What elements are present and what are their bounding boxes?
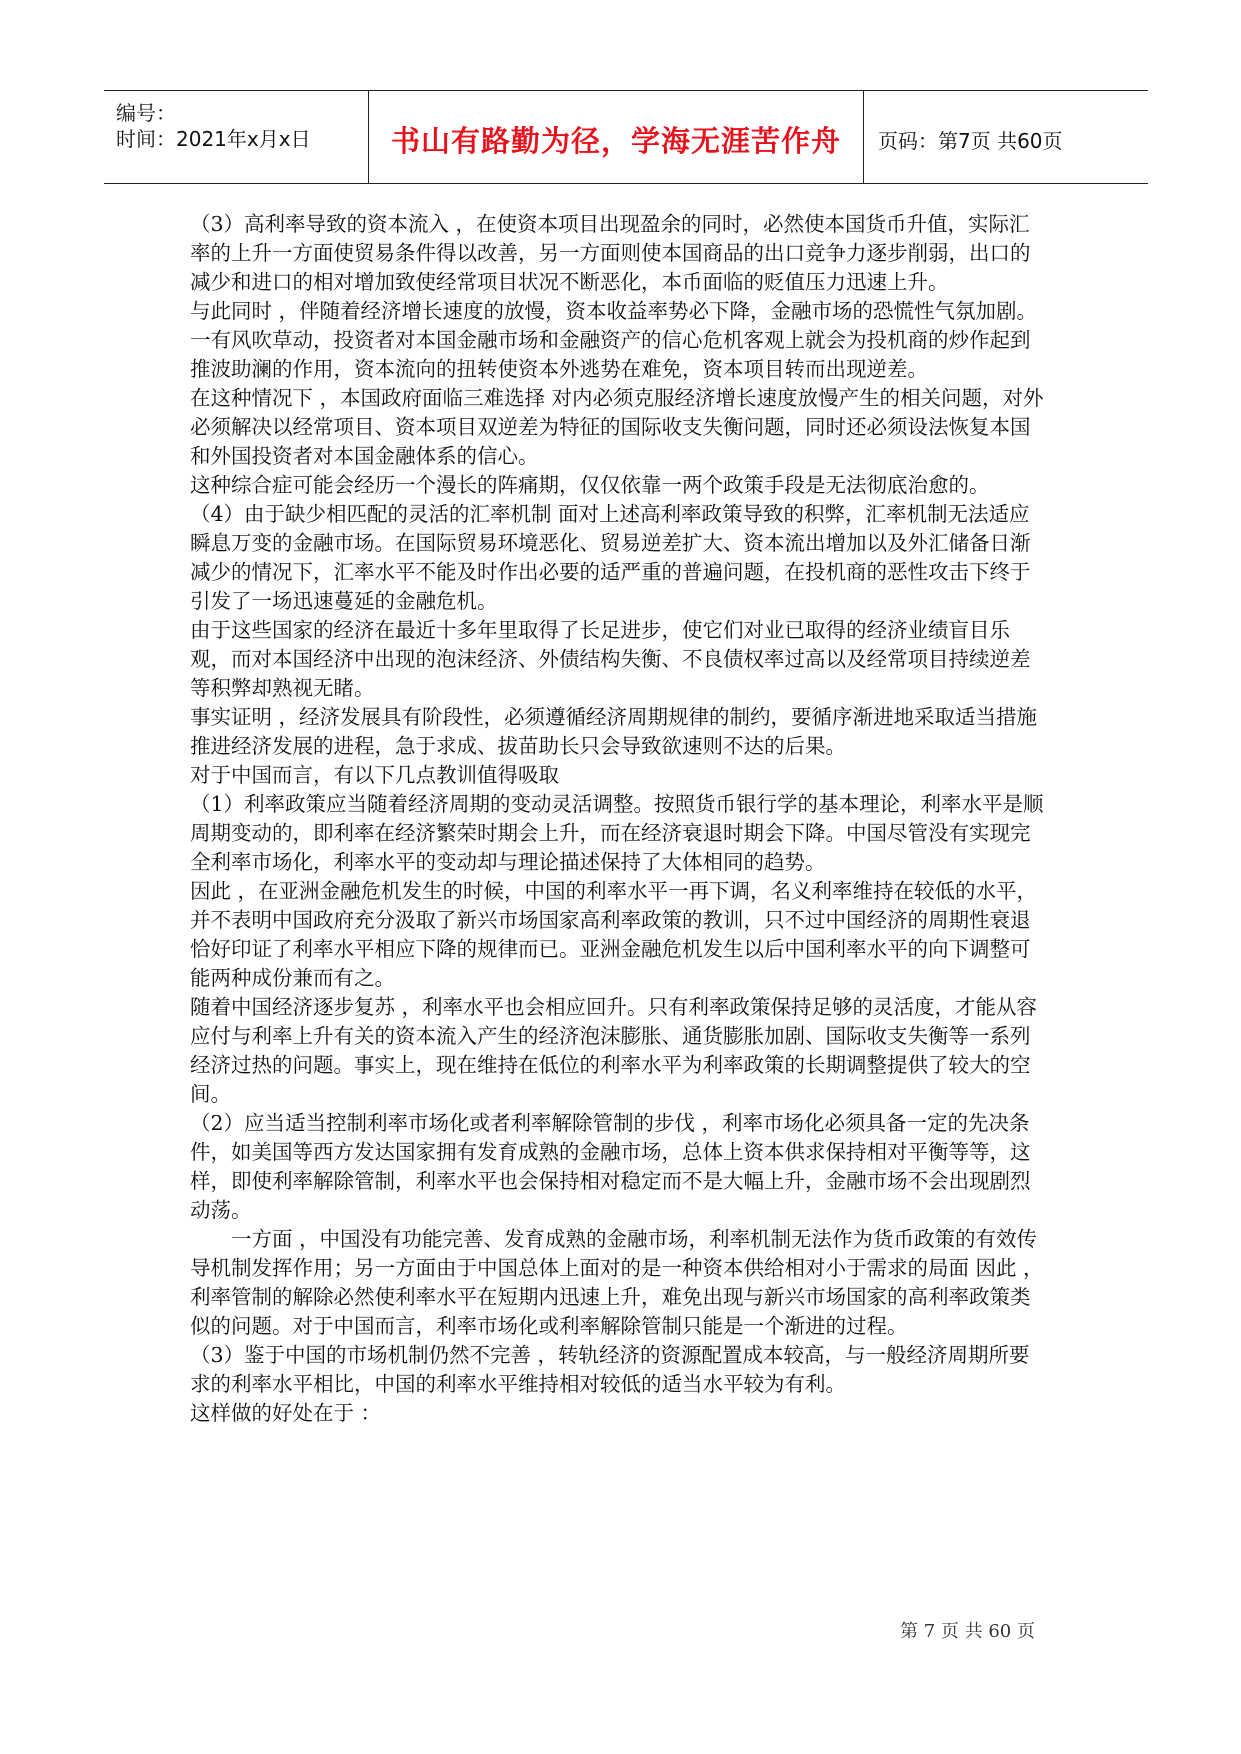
- paragraph: 因此 ，在亚洲金融危机发生的时候，中国的利率水平一再下调，名义利率维持在较低的水平，并不表明中国政府充分汲取了新兴市场国家高利率政策的教训，只不过中国经济的周期性衰退恰好印证了利率水平相应下降的规律而已。亚洲金融危机发生以后中国利率水平的向下调整可能两种成份兼而有之。: [190, 879, 1038, 990]
- header-motto-cell: [369, 91, 864, 183]
- paragraph: 一方面 ，中国没有功能完善、发育成熟的金融市场，利率机制无法作为货币政策的有效传导机制发挥作用；另一方面由于中国总体上面对的是一种资本供给相对小于需求的局面 因此 ，利率管制的解除必然使利率水平在短期内迅速上升，难免出现与新兴市场国家的高利率政策类似的问题。对于中国而言，利率市场化或利率解除管制只能是一个渐进的过程。: [190, 1227, 1044, 1338]
- motto: 书山有路勤为径，学海无涯苦作舟: [390, 124, 841, 158]
- document-body: [190, 210, 1050, 1428]
- paragraph: （4）由于缺少相匹配的灵活的汇率机制 面对上述高利率政策导致的积弊，汇率机制无法适应瞬息万变的金融市场。在国际贸易环境恶化、贸易逆差扩大、资本流出增加以及外汇储备日渐减少的情况下，汇率水平不能及时作出必要的适严重的普遍问题，在投机商的恶性攻击下终于引发了一场迅速蔓延的金融危机。: [190, 502, 1031, 613]
- paragraph: （3）高利率导致的资本流入 ，在使资本项目出现盈余的同时，必然使本国货币升值，实际汇率的上升一方面使贸易条件得以改善，另一方面则使本国商品的出口竞争力逐步削弱，出口的减少和进口的相对增加致使经常项目状况不断恶化，本币面临的贬值压力迅速上升。: [190, 212, 1031, 294]
- paragraph: 在这种情况下 ，本国政府面临三难选择 对内必须克服经济增长速度放慢产生的相关问题，对外必须解决以经常项目、资本项目双逆差为特征的国际收支失衡问题，同时还必须设法恢复本国和外国投资者对本国金融体系的信心。: [190, 386, 1044, 468]
- paragraph: 这样做的好处在于 ：: [190, 1401, 382, 1425]
- paragraph: （1）利率政策应当随着经济周期的变动灵活调整。按照货币银行学的基本理论，利率水平是顺周期变动的，即利率在经济繁荣时期会上升，而在经济衰退时期会下降。中国尽管没有实现完全利率市场化，利率水平的变动却与理论描述保持了大体相同的趋势。: [190, 792, 1044, 874]
- date-label: 时间：2021年x月x日: [116, 127, 311, 151]
- paragraph: 随着中国经济逐步复苏 ，利率水平也会相应回升。只有利率政策保持足够的灵活度，才能从容应付与利率上升有关的资本流入产生的经济泡沫膨胀、通货膨胀加剧、国际收支失衡等一系列经济过热的问题。事实上，现在维持在低位的利率水平为利率政策的长期调整提供了较大的空间。: [190, 995, 1038, 1106]
- paragraph: 由于这些国家的经济在最近十多年里取得了长足进步，使它们对业已取得的经济业绩盲目乐观，而对本国经济中出现的泡沫经济、外债结构失衡、不良债权率过高以及经常项目持续逆差等积弊却熟视无睹。: [190, 618, 1031, 700]
- paragraph: 对于中国而言，有以下几点教训值得吸取: [190, 763, 559, 787]
- page-footer: 第 7 页 共 60 页: [900, 1621, 1035, 1642]
- paragraph: 这种综合症可能会经历一个漫长的阵痛期，仅仅依靠一两个政策手段是无法彻底治愈的。: [190, 473, 990, 497]
- page-header: [104, 90, 1148, 184]
- paragraph: 事实证明 ，经济发展具有阶段性，必须遵循经济周期规律的制约，要循序渐进地采取适当措施推进经济发展的进程，急于求成、拔苗助长只会导致欲速则不达的后果。: [190, 705, 1038, 758]
- header-info-cell: [104, 91, 369, 183]
- number-label: 编号：: [116, 101, 176, 125]
- header-page-label: 页码：第7页 共60页: [878, 129, 1063, 153]
- paragraph: （3）鉴于中国的市场机制仍然不完善 ，转轨经济的资源配置成本较高，与一般经济周期所要求的利率水平相比，中国的利率水平维持相对较低的适当水平较为有利。: [190, 1343, 1030, 1396]
- header-page-cell: [864, 91, 1148, 183]
- paragraph: 与此同时 ，伴随着经济增长速度的放慢，资本收益率势必下降，金融市场的恐慌性气氛加剧。一有风吹草动，投资者对本国金融市场和金融资产的信心危机客观上就会为投机商的炒作起到推波助澜的作用，资本流向的扭转使资本外逃势在难免，资本项目转而出现逆差。: [190, 299, 1038, 381]
- paragraph: （2）应当适当控制利率市场化或者利率解除管制的步伐 ，利率市场化必须具备一定的先决条件，如美国等西方发达国家拥有发育成熟的金融市场，总体上资本供求保持相对平衡等等，这样，即使利率解除管制，利率水平也会保持相对稳定而不是大幅上升，金融市场不会出现剧烈动荡。: [190, 1111, 1031, 1222]
